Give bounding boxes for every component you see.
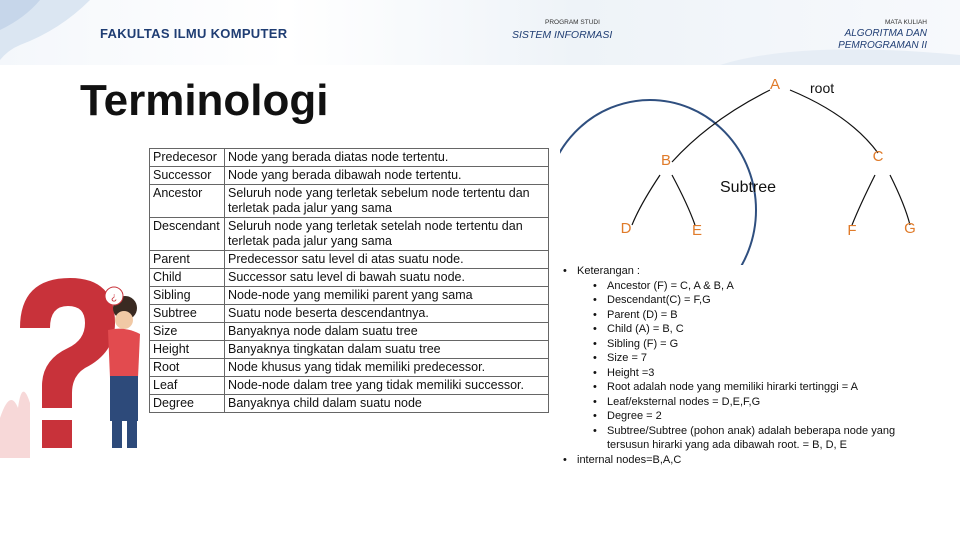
legend-item: • Height =3 <box>577 366 917 381</box>
term-cell: Successor <box>150 167 225 185</box>
term-cell: Sibling <box>150 287 225 305</box>
definition-cell: Predecessor satu level di atas suatu node. <box>225 251 549 269</box>
table-row <box>150 149 549 167</box>
tree-node-a: A <box>769 76 781 93</box>
program-label: PROGRAM STUDI <box>545 19 600 26</box>
definition-cell: Banyaknya child dalam suatu node <box>225 395 549 413</box>
table-row <box>150 185 549 218</box>
term-cell: Height <box>150 341 225 359</box>
tree-node-c: C <box>872 148 884 165</box>
table-row <box>150 269 549 287</box>
table-row <box>150 395 549 413</box>
legend-item: • Subtree/Subtree (pohon anak) adalah beberapa node yang tersusun hirarki yang ada dibawah root. = B, D, E <box>577 424 917 453</box>
table-row <box>150 305 549 323</box>
definition-cell: Node-node yang memiliki parent yang sama <box>225 287 549 305</box>
term-cell: Subtree <box>150 305 225 323</box>
course-name: ALGORITMA DAN PEMROGRAMAN II <box>838 28 927 51</box>
legend-item: • Parent (D) = B <box>577 308 917 323</box>
program-name: SISTEM INFORMASI <box>512 29 613 41</box>
legend-heading: • Keterangan : • Ancestor (F) = C, A & B, A • Descendant(C) = F,G • Parent (D) = B • Child (A) = B, C • Sibling (F) = G • Size = 7 • Height =3 • Root adalah node yang memiliki hirarki tertinggi = A • Leaf/eksternal nodes = D,E,F,G • Degree = 2 • Subtree/Subtree (pohon anak) adalah beberapa node yang tersusun hirarki yang ada dibawah root. = B, D, E <box>563 264 917 453</box>
table-row <box>150 251 549 269</box>
svg-text:¿: ¿ <box>111 292 118 303</box>
tree-node-b: B <box>660 152 672 169</box>
terminology-table <box>149 148 549 413</box>
page-title: Terminologi <box>80 76 329 125</box>
term-cell: Child <box>150 269 225 287</box>
table-row <box>150 167 549 185</box>
term-cell: Leaf <box>150 377 225 395</box>
question-mark-illustration-icon <box>0 268 160 458</box>
legend-item: • Size = 7 <box>577 351 917 366</box>
term-cell: Degree <box>150 395 225 413</box>
legend-item: • Child (A) = B, C <box>577 322 917 337</box>
legend-item: • Degree = 2 <box>577 409 917 424</box>
definition-cell: Node yang berada dibawah node tertentu. <box>225 167 549 185</box>
definition-cell: Suatu node beserta descendantnya. <box>225 305 549 323</box>
term-cell: Root <box>150 359 225 377</box>
legend-tail: • internal nodes=B,A,C <box>563 453 917 468</box>
definition-cell: Node khusus yang tidak memiliki predecessor. <box>225 359 549 377</box>
definition-cell: Node yang berada diatas node tertentu. <box>225 149 549 167</box>
term-cell: Descendant <box>150 218 225 251</box>
definition-cell: Banyaknya node dalam suatu tree <box>225 323 549 341</box>
term-cell: Size <box>150 323 225 341</box>
subtree-label: Subtree <box>720 179 777 196</box>
root-label: root <box>810 80 835 96</box>
table-row <box>150 218 549 251</box>
legend-item: • Leaf/eksternal nodes = D,E,F,G <box>577 395 917 410</box>
faculty-name: FAKULTAS ILMU KOMPUTER <box>100 26 288 41</box>
legend-item: • Root adalah node yang memiliki hirarki tertinggi = A <box>577 380 917 395</box>
table-row <box>150 377 549 395</box>
table-row <box>150 359 549 377</box>
definition-cell: Seluruh node yang terletak setelah node tertentu dan terletak pada jalur yang sama <box>225 218 549 251</box>
table-row <box>150 341 549 359</box>
definition-cell: Seluruh node yang terletak sebelum node tertentu dan terletak pada jalur yang sama <box>225 185 549 218</box>
definition-cell: Node-node dalam tree yang tidak memiliki successor. <box>225 377 549 395</box>
term-cell: Predecesor <box>150 149 225 167</box>
table-row <box>150 323 549 341</box>
definition-cell: Banyaknya tingkatan dalam suatu tree <box>225 341 549 359</box>
tree-node-d: D <box>620 220 632 237</box>
tree-node-g: G <box>904 220 916 237</box>
tree-node-f: F <box>847 222 857 239</box>
term-cell: Parent <box>150 251 225 269</box>
tree-diagram <box>560 65 960 265</box>
definition-cell: Successor satu level di bawah suatu node. <box>225 269 549 287</box>
legend-item: • Ancestor (F) = C, A & B, A <box>577 279 917 294</box>
legend <box>563 264 917 467</box>
course-label: MATA KULIAH <box>884 19 927 26</box>
header-bar <box>0 0 960 65</box>
legend-item: • Descendant(C) = F,G <box>577 293 917 308</box>
tree-node-e: E <box>691 222 703 239</box>
table-row <box>150 287 549 305</box>
legend-item: • Sibling (F) = G <box>577 337 917 352</box>
term-cell: Ancestor <box>150 185 225 218</box>
